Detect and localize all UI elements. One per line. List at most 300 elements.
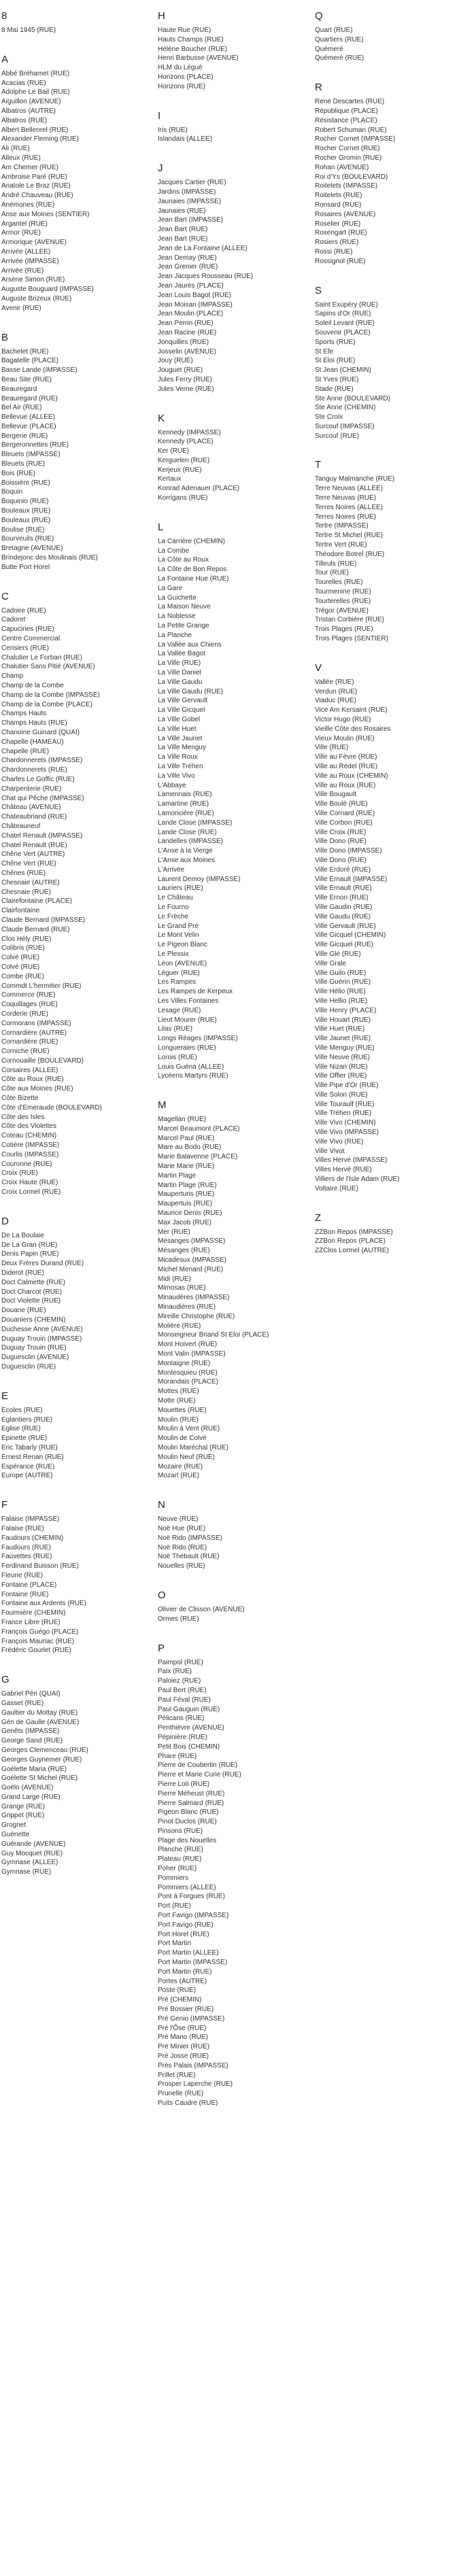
street-name: Port (RUE) <box>158 1902 191 1910</box>
street-name: Goélette Maria (RUE) <box>1 1765 67 1773</box>
index-column <box>1 10 144 1895</box>
street-name: Ville Corbon (RUE) <box>315 819 373 827</box>
street-name: Vice Am Kersaint (RUE) <box>315 706 388 715</box>
street-name: Ville Dono (IMPASSE) <box>315 847 382 855</box>
street-name: Jaunaies (IMPASSE) <box>158 197 222 205</box>
street-name: Hélène Boucher (RUE) <box>158 45 228 53</box>
street-name: Lande Close (RUE) <box>158 828 217 836</box>
street-name: Bleuets (RUE) <box>1 460 45 468</box>
street-name: Jean Bart (IMPASSE) <box>158 216 223 224</box>
section-letter: T <box>315 459 322 471</box>
street-name: Max Jacob (RUE) <box>158 1218 211 1226</box>
street-name: Lauriers (RUE) <box>158 885 203 893</box>
street-name: Ville Guérin (RUE) <box>315 978 371 986</box>
street-name: Ville Ernault (RUE) <box>315 885 372 893</box>
street-name: Jean Grenier (RUE) <box>158 263 218 271</box>
street-name: Croix Haute (RUE) <box>1 1179 58 1187</box>
street-name: Tanguy Malmanche (RUE) <box>315 475 395 483</box>
letter-section <box>1 10 144 35</box>
street-name: Kennedy (IMPASSE) <box>158 428 221 436</box>
street-name: Phare (RUE) <box>158 1752 197 1760</box>
street-name: Moulin (RUE) <box>158 1415 199 1424</box>
street-name: Boulise (RUE) <box>1 526 45 534</box>
street-name: Terres Noires (ALLEE) <box>315 503 384 511</box>
street-name: Brindejonc des Moulinais (RUE) <box>1 554 98 562</box>
street-name: Douaniers (CHEMIN) <box>1 1316 66 1324</box>
street-name: Ville Bougault <box>315 791 356 799</box>
street-name: ZZBon Repos (PLACE) <box>315 1237 386 1246</box>
street-name: Gymnase (RUE) <box>1 1868 52 1876</box>
street-name: La Ville (RUE) <box>158 659 201 668</box>
street-name: Le Mont Velin <box>158 931 199 940</box>
street-name: Eglantiers (RUE) <box>1 1415 53 1424</box>
street-name: Prunelle (RUE) <box>158 2090 204 2098</box>
street-name: Prosper Laperche (RUE) <box>158 2080 233 2089</box>
street-name: Doct Violette (RUE) <box>1 1297 61 1305</box>
street-name: Résistance (PLACE) <box>315 116 377 124</box>
street-name: Aiguillon (AVENUE) <box>1 98 61 106</box>
street-name: Bourveuils (RUE) <box>1 535 54 543</box>
letter-section <box>1 1673 144 1877</box>
street-name: Mer (RUE) <box>158 1228 190 1236</box>
section-letter: F <box>1 1499 8 1511</box>
street-name: Acacias (RUE) <box>1 79 46 87</box>
street-name: Paloiez (RUE) <box>158 1677 201 1685</box>
street-list <box>158 178 301 394</box>
street-list <box>315 678 458 1194</box>
street-name: Mont Valin (IMPASSE) <box>158 1350 226 1358</box>
street-name: Roitelets (IMPASSE) <box>315 182 378 190</box>
street-name: Jean Demay (RUE) <box>158 254 217 262</box>
street-name: Midi (RUE) <box>158 1275 191 1283</box>
section-letter: J <box>158 162 163 175</box>
street-name: Josselin (AVENUE) <box>158 347 216 356</box>
letter-section <box>1 590 144 1197</box>
street-name: Anatole Le Braz (RUE) <box>1 182 71 190</box>
street-name: Trois Plages (SENTIER) <box>315 635 388 643</box>
street-name: Beauregard (RUE) <box>1 394 58 402</box>
street-name: Gabriel Péri (QUAI) <box>1 1690 61 1698</box>
street-name: Pont à Forgues (RUE) <box>158 1893 225 1901</box>
section-letter: R <box>315 82 322 94</box>
street-name: Grand Large (RUE) <box>1 1793 61 1801</box>
street-name: ZZBon Repos (IMPASSE) <box>315 1228 393 1236</box>
street-name: Terres Noires (RUE) <box>315 513 377 521</box>
street-name: Sports (RUE) <box>315 338 356 346</box>
street-name: Le Château <box>158 894 193 902</box>
street-name: Ville Henry (PLACE) <box>315 1006 377 1014</box>
street-name: Maupertuis (RUE) <box>158 1200 213 1208</box>
street-name: Ville Pipe d'Or (RUE) <box>315 1082 379 1090</box>
street-name: Ville Vivo (IMPASSE) <box>315 1129 379 1137</box>
letter-section <box>1 1390 144 1481</box>
street-name: Le Grand Pré <box>158 922 199 930</box>
street-name: Duguay Trouin (IMPASSE) <box>1 1335 82 1343</box>
street-name: Eglise (RUE) <box>1 1425 41 1433</box>
street-name: Pierre et Marie Curie (RUE) <box>158 1771 241 1779</box>
street-name: Paul Féval (RUE) <box>158 1696 211 1704</box>
street-name: Villiers de l'Isle Adam (RUE) <box>315 1175 400 1184</box>
letter-section <box>158 1498 301 1571</box>
street-name: Claude Bernard (RUE) <box>1 925 70 933</box>
street-name: Lieut Mourer (RUE) <box>158 1016 217 1024</box>
street-name: Boquinio (RUE) <box>1 498 49 506</box>
street-name: La Noblesse <box>158 613 196 621</box>
street-name: Cornardière (AUTRE) <box>1 1029 67 1037</box>
street-name: Chateaubriand (RUE) <box>1 813 67 821</box>
street-name: Jouguet (RUE) <box>158 366 203 375</box>
street-name: Prillet (RUE) <box>158 2071 196 2079</box>
street-name: Laurent Demoy (IMPASSE) <box>158 875 241 883</box>
street-name: Moulin à Vent (RUE) <box>158 1425 220 1433</box>
street-name: Lande Close (IMPASSE) <box>158 819 233 827</box>
street-name: Armorique (AVENUE) <box>1 239 67 247</box>
street-name: Terre Neuvas (RUE) <box>315 494 377 502</box>
street-name: Martin Plage <box>158 1171 197 1180</box>
street-name: Espérance (RUE) <box>1 1462 55 1471</box>
street-name: Coquillages (RUE) <box>1 1001 58 1009</box>
street-name: Jean Racine (RUE) <box>158 328 217 337</box>
street-name: Jean Bart (RUE) <box>158 226 208 234</box>
street-name: Près Palais (IMPASSE) <box>158 2061 228 2070</box>
street-name: Le Frèche <box>158 912 189 921</box>
street-name: Ville Dono (RUE) <box>315 838 367 846</box>
street-name: Michel Menard (RUE) <box>158 1265 224 1273</box>
street-name: Côte Bizette <box>1 1095 39 1103</box>
street-name: Courlis (IMPASSE) <box>1 1150 59 1158</box>
street-name: La Vallée aux Chiens <box>158 640 222 649</box>
street-name: Le Plessix <box>158 950 189 958</box>
street-name: Commdt L'hermitier (RUE) <box>1 982 82 990</box>
street-name: Capucines (RUE) <box>1 625 54 634</box>
street-name: Ker (RUE) <box>158 447 190 456</box>
street-name: Goélette St Michel (RUE) <box>1 1774 78 1783</box>
street-name: Champ <box>1 672 24 681</box>
street-list <box>1 69 144 313</box>
street-name: Trégor (AVENUE) <box>315 606 369 615</box>
street-name: Champ de la Combe <box>1 682 64 690</box>
street-name: Ville Tréhen (RUE) <box>315 1110 372 1118</box>
letter-section <box>158 1642 301 2108</box>
street-name: Colvé (RUE) <box>1 954 40 962</box>
letter-section <box>315 662 458 1194</box>
street-name: Jardins (IMPASSE) <box>158 188 216 196</box>
street-name: Léguer (RUE) <box>158 969 200 977</box>
street-name: La Ville Gicquel <box>158 706 205 715</box>
street-name: Ecoles (RUE) <box>1 1406 43 1414</box>
street-name: Lycéens Martyrs (RUE) <box>158 1072 228 1080</box>
street-name: Combe (RUE) <box>1 972 44 980</box>
street-name: La Côte de Bon Repos <box>158 566 227 574</box>
street-name: Ste Anne (CHEMIN) <box>315 404 376 412</box>
street-name: Cotière (IMPASSE) <box>1 1141 60 1150</box>
street-name: 8 Mai 1945 (RUE) <box>1 27 56 34</box>
street-name: Basse Lande (IMPASSE) <box>1 366 78 375</box>
street-name: Noë Thébault (RUE) <box>158 1553 220 1561</box>
street-list <box>158 537 301 1081</box>
street-name: Bellevue (PLACE) <box>1 422 56 430</box>
street-name: Chalutier Sans Pitié (AVENUE) <box>1 663 95 671</box>
street-name: Couronne (RUE) <box>1 1160 52 1168</box>
section-letter: S <box>315 284 322 296</box>
street-name: Arrivée (ALLEE) <box>1 247 51 256</box>
street-name: Fontaine (PLACE) <box>1 1581 57 1589</box>
street-name: Micadesux (IMPASSE) <box>158 1256 226 1265</box>
street-name: Robert Schuman (RUE) <box>315 126 387 134</box>
street-name: Ville Gaudin (RUE) <box>315 903 373 911</box>
street-name: Moulin Maréchal (RUE) <box>158 1443 228 1452</box>
street-name: Port Martin (IMPASSE) <box>158 1959 228 1967</box>
street-name: Frédéric Gourlet (RUE) <box>1 1647 71 1655</box>
street-name: Tourmenine (RUE) <box>315 588 371 596</box>
street-name: Ville Hellio (RUE) <box>315 997 368 1005</box>
street-name: Champ de la Combe (PLACE) <box>1 700 92 708</box>
street-name: Ville Glé (RUE) <box>315 950 361 958</box>
street-name: Ville Cornard (RUE) <box>315 809 375 817</box>
street-name: Diderot (RUE) <box>1 1269 44 1277</box>
street-name: Ville au Roux (RUE) <box>315 781 376 789</box>
street-name: Châteauneuf <box>1 822 41 830</box>
street-name: Armor (RUE) <box>1 229 41 237</box>
street-name: Chesnaie (AUTRE) <box>1 878 60 887</box>
section-letter: A <box>1 53 9 65</box>
street-name: Pré Josse (RUE) <box>158 2053 209 2061</box>
street-name: Rocher Cornet (IMPASSE) <box>315 135 396 143</box>
street-name: Adolphe Le Bail (RUE) <box>1 88 70 97</box>
street-name: Clairfontaine <box>1 907 40 915</box>
street-list <box>158 126 301 145</box>
street-name: Jean Louis Bagot (RUE) <box>158 291 231 299</box>
street-name: Saint Exupéry (RUE) <box>315 300 378 309</box>
street-name: Louis Guéna (ALLEE) <box>158 1063 224 1071</box>
street-list <box>1 1231 144 1372</box>
letter-section <box>158 10 301 92</box>
street-name: Chesnaie (RUE) <box>1 888 51 896</box>
street-name: Argantel (RUE) <box>1 220 48 228</box>
street-list <box>315 1228 458 1256</box>
street-name: Ville Menguy (RUE) <box>315 1044 375 1052</box>
street-name: Corniche (RUE) <box>1 1048 50 1056</box>
street-name: Chardonnerets (RUE) <box>1 766 67 774</box>
street-name: Ville au Roux (CHEMIN) <box>315 772 388 780</box>
street-list <box>1 606 144 1197</box>
street-name: Bel Air (RUE) <box>1 404 42 412</box>
street-name: Faudours (RUE) <box>1 1543 51 1551</box>
street-name: Jean Jaurès (PLACE) <box>158 281 224 290</box>
street-name: Jouy (RUE) <box>158 357 193 365</box>
street-name: Les Rampes <box>158 978 197 986</box>
street-name: Clairefontaine (PLACE) <box>1 897 72 906</box>
street-name: Jules Ferry (RUE) <box>158 375 213 383</box>
street-name: Ville Ernault (IMPASSE) <box>315 875 388 883</box>
section-letter: P <box>158 1642 165 1654</box>
street-list <box>315 97 458 266</box>
street-name: Martin Plage (RUE) <box>158 1181 217 1189</box>
section-letter: O <box>158 1589 166 1601</box>
street-name: De La Boulaie <box>1 1231 44 1239</box>
street-name: Puits Caudre (RUE) <box>158 2099 218 2107</box>
street-name: Auguste Bouguard (IMPASSE) <box>1 286 94 294</box>
street-name: Jean de La Fontaine (ALLEE) <box>158 244 248 252</box>
street-name: Ville Gicquel (RUE) <box>315 941 373 949</box>
street-name: Tertre St Michel (RUE) <box>315 532 384 540</box>
street-name: Gasset (RUE) <box>1 1699 44 1707</box>
street-name: Léon (AVENUE) <box>158 959 207 967</box>
street-name: Colibris (RUE) <box>1 944 45 952</box>
street-name: Landelles (IMPASSE) <box>158 838 223 846</box>
street-name: De La Gran (RUE) <box>1 1241 58 1249</box>
street-name: La Planche <box>158 631 192 639</box>
street-name: La Combe <box>158 547 190 555</box>
street-name: Avenir (RUE) <box>1 304 41 312</box>
street-name: Gén de Gaulle (AVENUE) <box>1 1718 80 1726</box>
street-name: Centre Commercial <box>1 635 61 643</box>
section-letter: 8 <box>1 10 7 22</box>
street-name: Jean Jacques Rousseau (RUE) <box>158 273 254 281</box>
street-name: Mireille Christophe (RUE) <box>158 1312 235 1320</box>
letter-section <box>315 284 458 441</box>
street-name: Paul Bert (RUE) <box>158 1686 207 1694</box>
street-name: St Jean (CHEMIN) <box>315 366 371 375</box>
section-letter: Q <box>315 10 323 22</box>
street-name: Rosengart (RUE) <box>315 229 367 237</box>
street-name: Claude Bernard (IMPASSE) <box>1 916 86 924</box>
street-name: Plateau (RUE) <box>158 1855 202 1864</box>
street-name: Plage des Nouelles <box>158 1836 217 1844</box>
street-name: Minaudières (RUE) <box>158 1303 216 1311</box>
street-name: Ville Huet (RUE) <box>315 1025 365 1033</box>
street-name: Poste (RUE) <box>158 1987 197 1995</box>
street-name: Cadoret <box>1 616 26 624</box>
street-name: Rocher Cornet (RUE) <box>315 145 380 153</box>
street-name: HLM du Léguè <box>158 64 203 72</box>
street-name: Alexander Fleming (RUE) <box>1 135 79 143</box>
street-name: La Vallée Bagot <box>158 650 205 658</box>
street-name: Tertre Vert (RUE) <box>315 541 367 549</box>
street-name: Ville (RUE) <box>315 744 349 752</box>
letter-section <box>315 458 458 643</box>
street-name: Côte des Isles <box>1 1113 45 1121</box>
street-name: Genêts (IMPASSE) <box>1 1728 60 1736</box>
street-name: Duchesse Anne (AVENUE) <box>1 1325 83 1333</box>
street-name: Bachelet (RUE) <box>1 347 49 356</box>
street-name: Roi d'Ys (BOULEVARD) <box>315 173 388 181</box>
street-name: Cornardière (RUE) <box>1 1038 58 1046</box>
street-name: Corderie (RUE) <box>1 1010 48 1018</box>
street-name: Kerguelen (RUE) <box>158 456 210 464</box>
street-name: Nouelles (RUE) <box>158 1562 205 1570</box>
street-name: Penthièvre (AVENUE) <box>158 1724 224 1732</box>
street-name: Côte des Violettes <box>1 1122 56 1131</box>
street-name: Chatel Renault (IMPASSE) <box>1 831 83 840</box>
street-name: Ville Grale <box>315 959 346 967</box>
street-name: Quart (RUE) <box>315 27 353 34</box>
street-name: La Ville Vivo <box>158 772 195 780</box>
street-name: George Sand (RUE) <box>1 1737 63 1745</box>
street-name: Quémeré (RUE) <box>315 54 364 63</box>
street-name: Tour (RUE) <box>315 569 350 577</box>
street-name: La Carrière (CHEMIN) <box>158 537 225 545</box>
street-name: Jacques Cartier (RUE) <box>158 179 226 187</box>
street-name: Port Martin <box>158 1940 191 1948</box>
street-name: St Yves (RUE) <box>315 375 359 383</box>
street-name: Bouleaux (RUE) <box>1 516 51 524</box>
street-name: Pré Mano (RUE) <box>158 2033 208 2042</box>
letter-section <box>158 1099 301 1481</box>
street-name: Roselier (RUE) <box>315 220 361 228</box>
street-name: St Efe <box>315 347 334 356</box>
street-name: Mauperturis (RUE) <box>158 1190 215 1199</box>
section-letter: K <box>158 412 165 424</box>
street-name: Anse aux Moines (SENTIER) <box>1 210 90 218</box>
street-name: Surcouf (RUE) <box>315 432 360 440</box>
street-name: François Mauriac (RUE) <box>1 1637 75 1645</box>
street-name: Horizons (PLACE) <box>158 73 214 81</box>
letter-section <box>1 331 144 572</box>
street-name: Ernest Renan (RUE) <box>1 1453 64 1461</box>
street-name: La Ville Jaunet <box>158 734 203 742</box>
street-name: Duguay Trouin (RUE) <box>1 1344 67 1352</box>
street-name: Jean Perrin (RUE) <box>158 320 214 328</box>
street-name: Guénette <box>1 1831 30 1839</box>
street-list <box>1 347 144 572</box>
street-name: Alleux (RUE) <box>1 154 41 162</box>
street-name: Gaultier du Mottay (RUE) <box>1 1708 78 1717</box>
section-letter: E <box>1 1390 9 1402</box>
street-name: Ferdinand Buisson (RUE) <box>1 1562 79 1570</box>
street-name: Pré Minier (RUE) <box>158 2043 210 2051</box>
street-name: La Ville Huet <box>158 725 197 733</box>
street-name: Rossignol (RUE) <box>315 257 366 265</box>
street-name: Pierre de Coubertin (RUE) <box>158 1762 238 1770</box>
street-name: Ville Gicquel (CHEMIN) <box>315 931 386 940</box>
street-name: Ste Croix <box>315 413 343 422</box>
street-name: André Chauveau (RUE) <box>1 192 73 200</box>
street-name: Ville Guilo (RUE) <box>315 969 367 977</box>
letter-section <box>158 109 301 145</box>
street-name: Falaise (RUE) <box>1 1524 44 1532</box>
street-name: Bleuets (IMPASSE) <box>1 451 61 459</box>
street-name: Arsène Simon (RUE) <box>1 276 65 284</box>
street-name: Ville Dono (RUE) <box>315 856 367 864</box>
street-name: Ville Vivo (CHEMIN) <box>315 1119 376 1127</box>
street-name: Clos Hély (RUE) <box>1 935 52 943</box>
street-name: Paul Gauguin (RUE) <box>158 1705 220 1713</box>
street-name: Pommiers (ALLEE) <box>158 1883 216 1891</box>
street-name: Maurice Denis (RUE) <box>158 1209 222 1218</box>
street-name: Cornouaille (BOULEVARD) <box>1 1057 84 1065</box>
street-list <box>158 428 301 503</box>
street-name: Rosiers (RUE) <box>315 239 359 247</box>
street-name: Europe (AUTRE) <box>1 1472 53 1480</box>
street-name: Faudours (CHEMIN) <box>1 1534 64 1542</box>
street-name: Douane (RUE) <box>1 1307 46 1315</box>
street-name: Longs Réages (IMPASSE) <box>158 1035 238 1043</box>
street-name: Eric Tabarly (RUE) <box>1 1443 58 1452</box>
street-name: Cormorans (IMPASSE) <box>1 1019 71 1027</box>
letter-section <box>315 81 458 266</box>
street-name: Côte d'Emeraude (BOULEVARD) <box>1 1103 102 1112</box>
street-list <box>1 1406 144 1481</box>
street-name: Ville Neuve (RUE) <box>315 1053 370 1061</box>
street-name: Ville Gaudu (RUE) <box>315 912 371 921</box>
street-name: Albert Bellenrel (RUE) <box>1 126 69 134</box>
street-name: République (PLACE) <box>315 107 378 115</box>
street-name: Grange (RUE) <box>1 1802 45 1810</box>
street-name: Lesage (RUE) <box>158 1006 201 1014</box>
street-name: Ville Solon (RUE) <box>315 1090 368 1099</box>
street-list <box>158 1605 301 1624</box>
